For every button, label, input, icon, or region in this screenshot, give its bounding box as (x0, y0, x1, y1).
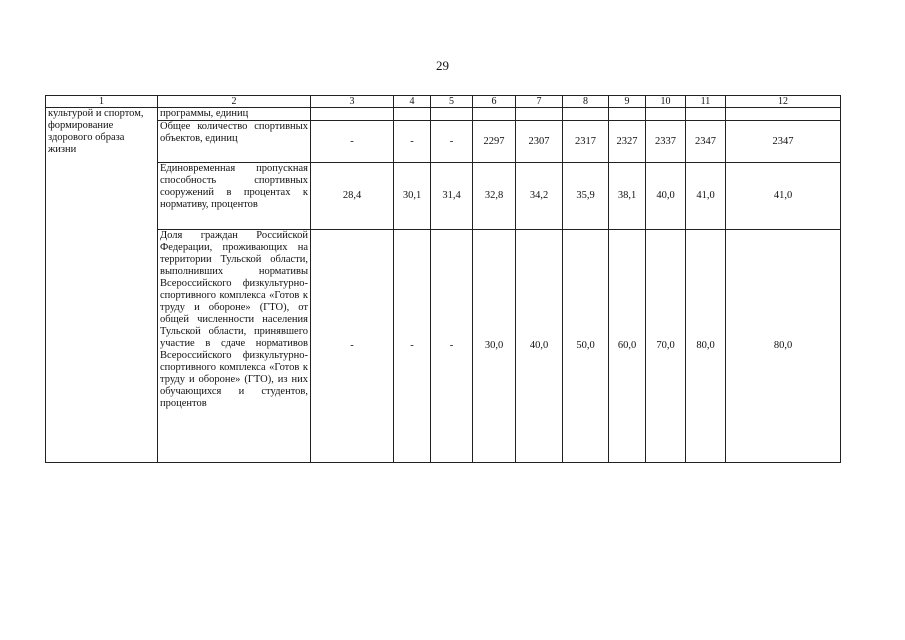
table-row (46, 163, 841, 230)
section-name-cell: культурой и спортом, формирование здорового образа жизни (46, 108, 158, 463)
value-cell (431, 108, 473, 121)
value-cell (473, 108, 516, 121)
table-row (46, 230, 841, 463)
value-cell: 34,2 (516, 163, 563, 230)
value-cell: 31,4 (431, 163, 473, 230)
value-cell (563, 108, 609, 121)
value-cell (686, 108, 726, 121)
indicator-name-cell: Общее количество спортивных объектов, единиц (158, 121, 311, 163)
value-cell (394, 108, 431, 121)
value-cell: 50,0 (563, 230, 609, 463)
column-number: 2 (158, 96, 311, 108)
column-number: 11 (686, 96, 726, 108)
value-cell (516, 108, 563, 121)
table-row (46, 121, 841, 163)
value-cell: 35,9 (563, 163, 609, 230)
value-cell: 41,0 (726, 163, 841, 230)
indicator-name-cell: Доля граждан Российской Федерации, проживающих на территории Тульской области, выполнивших нормативы Всероссийского физкультурно-спортивного комплекса «Готов к труду и обороне» (ГТО), от общей численности населения Тульской области, принявшего участие в сдаче нормативов Всероссийского физкультурно-спортивного комплекса «Готов к труду и обороне» (ГТО), из них обучающихся и студентов, процентов (158, 230, 311, 463)
value-cell: 2317 (563, 121, 609, 163)
value-cell: - (431, 230, 473, 463)
value-cell: 38,1 (609, 163, 646, 230)
value-cell: 80,0 (726, 230, 841, 463)
value-cell: 28,4 (311, 163, 394, 230)
value-cell: - (431, 121, 473, 163)
column-number: 3 (311, 96, 394, 108)
value-cell: 70,0 (646, 230, 686, 463)
indicator-table (45, 95, 841, 463)
column-number-row (46, 96, 841, 108)
value-cell: 32,8 (473, 163, 516, 230)
value-cell: 30,1 (394, 163, 431, 230)
value-cell: 30,0 (473, 230, 516, 463)
column-number: 9 (609, 96, 646, 108)
value-cell: 2297 (473, 121, 516, 163)
value-cell: 60,0 (609, 230, 646, 463)
column-number: 10 (646, 96, 686, 108)
value-cell: 41,0 (686, 163, 726, 230)
value-cell: - (394, 230, 431, 463)
page-number: 29 (436, 58, 449, 73)
value-cell: 2347 (726, 121, 841, 163)
value-cell (311, 108, 394, 121)
value-cell: 2327 (609, 121, 646, 163)
table-row (46, 108, 841, 121)
value-cell: 80,0 (686, 230, 726, 463)
column-number: 1 (46, 96, 158, 108)
value-cell (646, 108, 686, 121)
column-number: 4 (394, 96, 431, 108)
value-cell: 40,0 (516, 230, 563, 463)
value-cell: 2307 (516, 121, 563, 163)
value-cell: 2337 (646, 121, 686, 163)
column-number: 6 (473, 96, 516, 108)
indicator-name-cell: Единовременная пропускная способность спортивных сооружений в процентах к нормативу, процентов (158, 163, 311, 230)
column-number: 8 (563, 96, 609, 108)
column-number: 12 (726, 96, 841, 108)
value-cell: - (311, 230, 394, 463)
indicator-name-cell: программы, единиц (158, 108, 311, 121)
value-cell: - (394, 121, 431, 163)
value-cell: 40,0 (646, 163, 686, 230)
value-cell (726, 108, 841, 121)
column-number: 7 (516, 96, 563, 108)
value-cell (609, 108, 646, 121)
column-number: 5 (431, 96, 473, 108)
value-cell: - (311, 121, 394, 163)
value-cell: 2347 (686, 121, 726, 163)
